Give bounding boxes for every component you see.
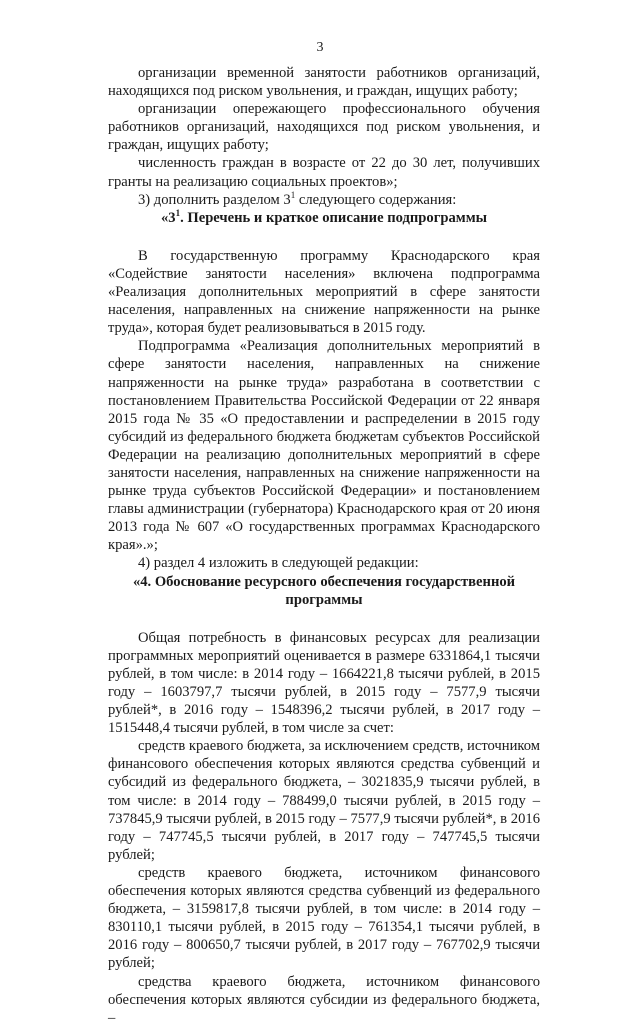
heading-3-1-prefix: «3 bbox=[160, 209, 176, 226]
add-section-superscript: 1 bbox=[290, 189, 296, 200]
paragraph-grants-citizens: численность граждан в возрасте от 22 до 30 лет, получивших гранты на реализацию социальных проектов»; bbox=[108, 155, 540, 190]
page-number: 3 bbox=[316, 40, 324, 55]
paragraph-regional-budget-funds: средств краевого бюджета, за исключением средств, источником финансового обеспечения которых являются средства субвенций и субсидий из федерального бюджета, – 3021835,9 тысячи рублей, в том числе: в 2014 году – 788499,0 тысячи рублей, в 2015 году – 737845,9 тысячи рублей, в 2015 году – 7577,9 тысячи рублей*, в 2016 году – 747745,5 тысячи рублей, в 2017 году – 747745,5 тысячи рублей; bbox=[108, 738, 540, 863]
heading-3-1-title: . Перечень и краткое описание подпрограммы bbox=[180, 209, 488, 226]
paragraph-subprogram-developed: Подпрограмма «Реализация дополнительных мероприятий в сфере занятости населения, направленных на снижение напряженности на рынке труда» разработана в соответствии с постановлением Правительства Российской Федерации от 22 января 2015 года № 35 «О предоставлении и распределении в 2015 году субсидий из федерального бюджета бюджетам субъектов Российской Федерации на реализацию дополнительных мероприятий в сфере занятости населения, направленных на снижение напряженности на рынке труда субъектов Российской Федерации» и постановлением главы администрации (губернатора) Краснодарского края от 20 июня 2013 года № 607 «О государственных программах Краснодарского края».»; bbox=[108, 338, 540, 554]
section-4-heading: «4. Обоснование ресурсного обеспечения государственной программы bbox=[132, 573, 516, 608]
paragraph-advance-training: организации опережающего профессионального обучения работников организаций, находящихся под риском увольнения, и граждан, ищущих работу; bbox=[108, 101, 540, 154]
paragraph-total-funding: Общая потребность в финансовых ресурсах для реализации программных мероприятий оценивается в размере 6331864,1 тысячи рублей, в том числе: в 2014 году – 1664221,8 тысячи рублей, в 2015 году – 1603797,7 тысячи рублей, в 2015 году – 7577,9 тысячи рублей*, в 2016 году – 1548396,2 тысячи рублей, в 2017 году – 1515448,4 тысячи рублей, в том числе за счет: bbox=[108, 629, 540, 737]
add-section-text: 3) дополнить разделом 3 bbox=[138, 191, 291, 208]
paragraph-subprogram-included: В государственную программу Краснодарского края «Содействие занятости населения» включена подпрограмма «Реализация дополнительных мероприятий в сфере занятости населения, направленных на снижение напряженности на рынке труда», которая будет реализовываться в 2015 году. bbox=[108, 247, 540, 337]
paragraph-section-4-change: 4) раздел 4 изложить в следующей редакции: bbox=[138, 555, 419, 572]
paragraph-subsidies-funds: средства краевого бюджета, источником финансового обеспечения которых являются субсидии из федерального бюджета, – bbox=[108, 973, 540, 1026]
add-section-suffix: следующего содержания: bbox=[295, 191, 457, 208]
heading-3-1-superscript: 1 bbox=[175, 207, 181, 218]
paragraph-temporary-employment: организации временной занятости работников организаций, находящихся под риском увольнения, и граждан, ищущих работу; bbox=[108, 65, 540, 100]
paragraph-add-section bbox=[108, 191, 540, 209]
paragraph-subventions-funds: средств краевого бюджета, источником финансового обеспечения которых являются средства субвенций из федерального бюджета, – 3159817,8 тысячи рублей, в том числе: в 2014 году – 830110,1 тысячи рублей, в 2015 году – 761354,1 тысячи рублей, в 2016 году – 800650,7 тысячи рублей, в 2017 году – 767702,9 тысячи рублей; bbox=[108, 864, 540, 972]
document-body bbox=[108, 64, 540, 1027]
section-3-1-heading bbox=[108, 209, 540, 227]
